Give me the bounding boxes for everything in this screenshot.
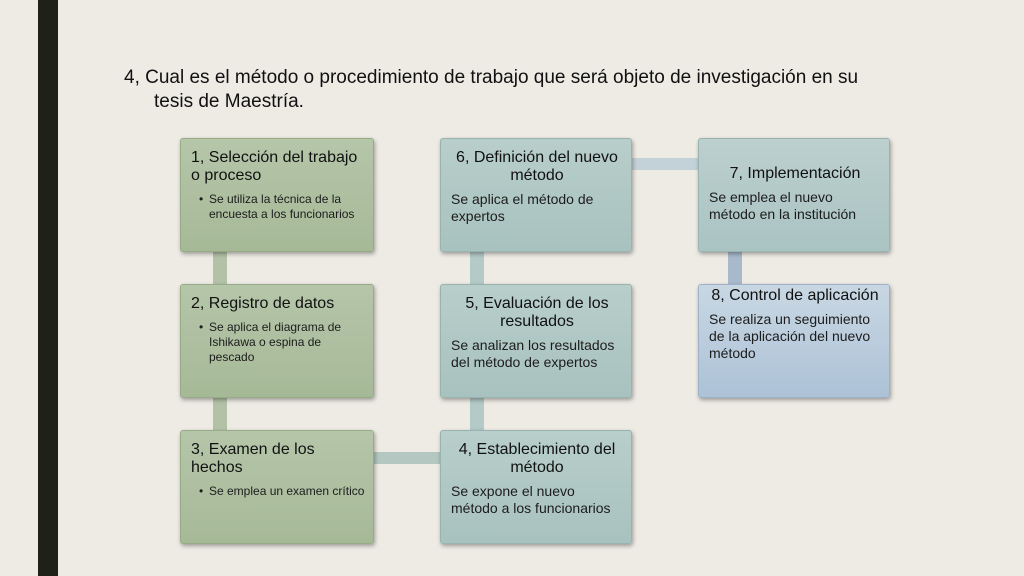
step-3-text: • Se emplea un examen crítico	[203, 484, 365, 499]
connector-6-7	[632, 158, 698, 170]
connector-3-4	[374, 452, 440, 464]
connector-7-8	[728, 252, 742, 284]
step-4-text: Se expone el nuevo método a los funcionarios	[451, 483, 611, 516]
title-line-2: tesis de Maestría.	[154, 91, 304, 112]
step-5-heading: 5, Evaluación de los resultados	[465, 295, 609, 330]
step-2-heading: 2, Registro de datos	[191, 295, 335, 312]
step-7-text: Se emplea el nuevo método en la institución	[709, 189, 857, 222]
step-6-text: Se aplica el método de expertos	[451, 191, 594, 224]
step-7-box	[698, 138, 890, 252]
step-4-box	[440, 430, 632, 544]
step-1-text: • Se utiliza la técnica de la encuesta a los funcionarios	[203, 192, 365, 222]
step-5-box	[440, 284, 632, 398]
step-3-box	[180, 430, 374, 544]
step-8-text: Se realiza un seguimiento de la aplicación del nuevo método	[709, 311, 871, 361]
step-8-heading: 8, Control de aplicación	[711, 287, 879, 304]
connector-4-5	[470, 398, 484, 430]
left-accent-bar	[38, 0, 58, 576]
step-3-heading: 3, Examen de los hechos	[191, 441, 315, 476]
step-4-heading: 4, Establecimiento del método	[458, 441, 616, 476]
slide-title	[124, 66, 944, 114]
step-2-text: • Se aplica el diagrama de Ishikawa o espina de pescado	[203, 320, 365, 365]
step-1-heading: 1, Selección del trabajo o proceso	[191, 149, 358, 184]
step-1-box	[180, 138, 374, 252]
step-7-heading: 7, Implementación	[729, 165, 861, 182]
connector-5-6	[470, 252, 484, 284]
connector-1-2	[213, 252, 227, 284]
step-8-box	[698, 284, 890, 398]
step-6-heading: 6, Definición del nuevo método	[456, 149, 618, 184]
connector-2-3	[213, 398, 227, 430]
title-line-1: 4, Cual es el método o procedimiento de trabajo que será objeto de investigación en su	[124, 67, 859, 88]
step-2-box	[180, 284, 374, 398]
step-5-text: Se analizan los resultados del método de expertos	[451, 337, 615, 370]
step-6-box	[440, 138, 632, 252]
